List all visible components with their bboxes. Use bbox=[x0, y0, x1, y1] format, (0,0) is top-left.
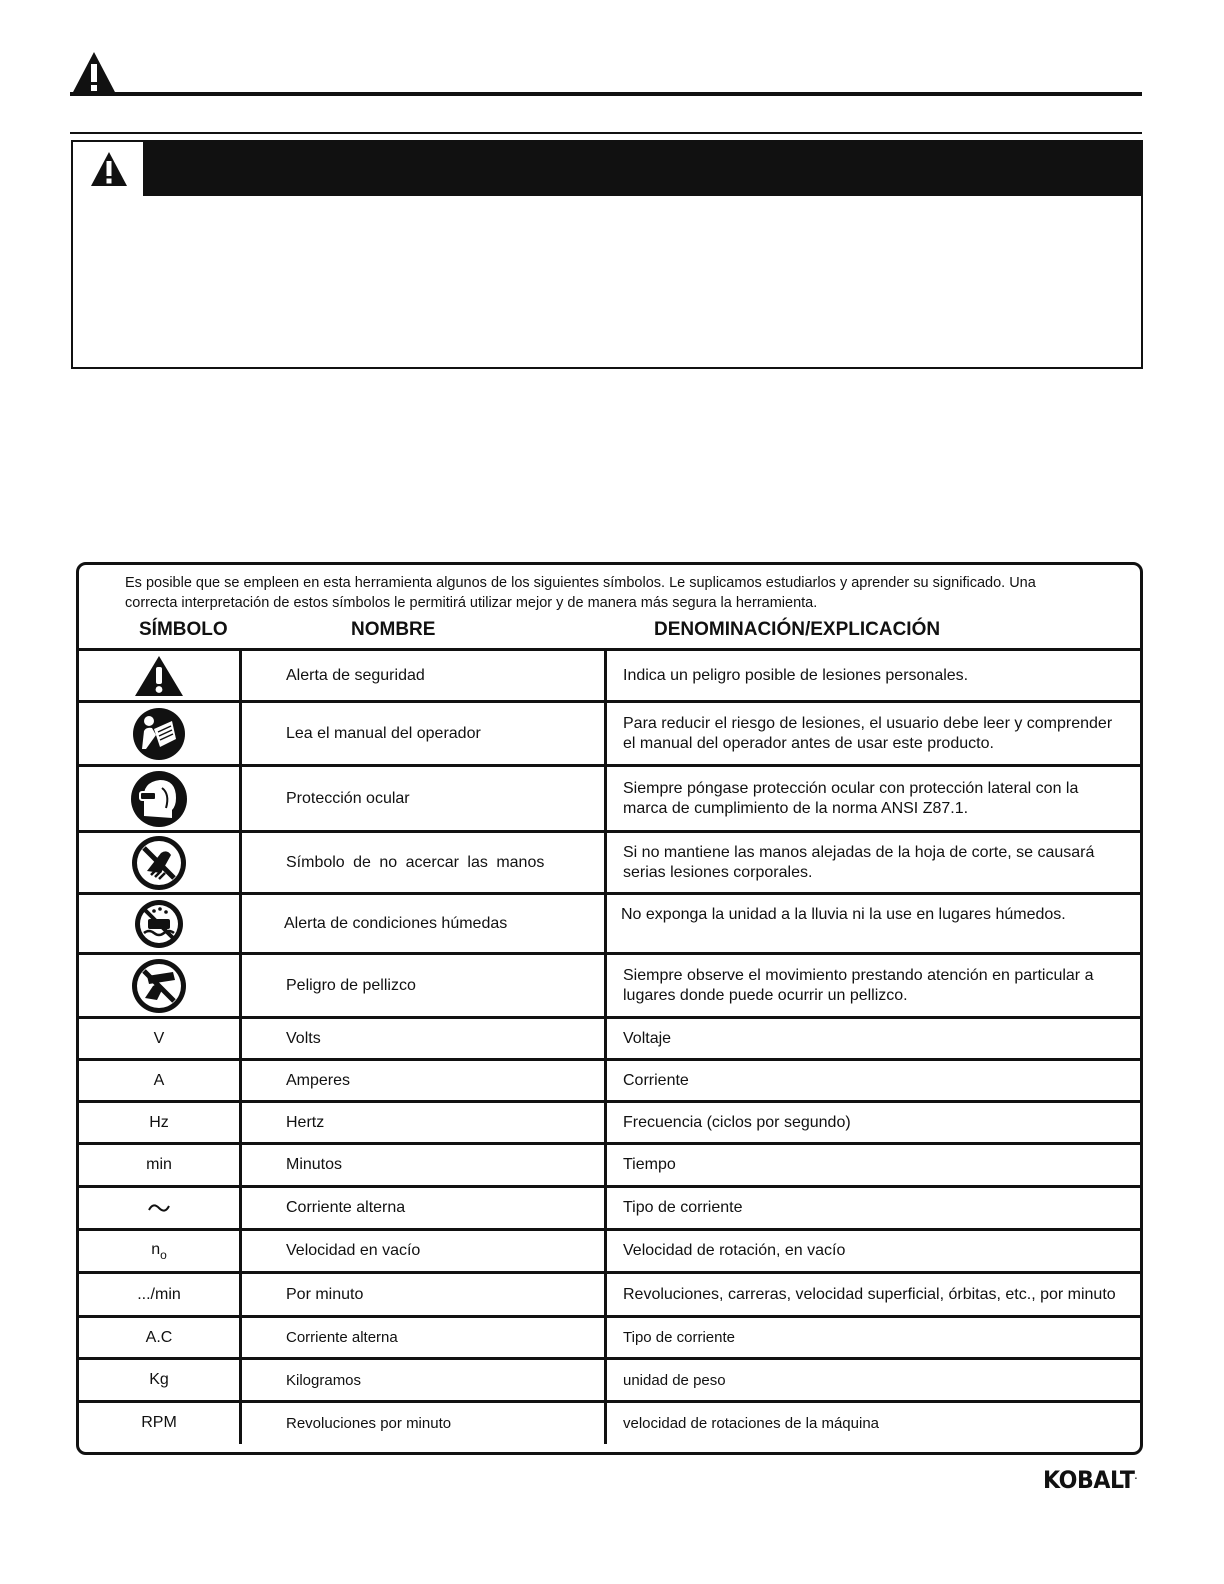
table-row bbox=[79, 1359, 1143, 1402]
alternating-current-icon bbox=[148, 1201, 170, 1215]
read-manual-icon bbox=[132, 707, 186, 761]
symbol-text: n bbox=[151, 1240, 161, 1258]
table-row bbox=[79, 1018, 1143, 1060]
divider bbox=[70, 132, 1142, 134]
symbol-cell: min bbox=[79, 1144, 241, 1187]
description-cell: Voltaje bbox=[606, 1018, 1144, 1060]
symbol-cell bbox=[79, 1187, 241, 1230]
symbol-cell: .../min bbox=[79, 1273, 241, 1317]
name-cell: Símbolo de no acercar las manos bbox=[241, 832, 606, 894]
eye-protection-icon bbox=[130, 770, 188, 828]
table-row bbox=[79, 1317, 1143, 1359]
warning-triangle-icon bbox=[70, 50, 118, 96]
description-cell: Para reducir el riesgo de lesiones, el usuario debe leer y comprender el manual del operador antes de usar este producto. bbox=[606, 702, 1144, 766]
description-cell: Siempre observe el movimiento prestando atención en particular a lugares donde puede ocurrir un pellizco. bbox=[606, 954, 1144, 1018]
symbol-cell: Hz bbox=[79, 1102, 241, 1144]
table-row bbox=[79, 832, 1143, 894]
table-row bbox=[79, 1144, 1143, 1187]
description-cell: Revoluciones, carreras, velocidad superficial, órbitas, etc., por minuto bbox=[606, 1273, 1144, 1317]
symbols-table bbox=[79, 648, 1143, 1444]
symbol-cell bbox=[79, 702, 241, 766]
description-cell: Siempre póngase protección ocular con protección lateral con la marca de cumplimiento de la norma ANSI Z87.1. bbox=[606, 766, 1144, 832]
name-cell: Por minuto bbox=[241, 1273, 606, 1317]
intro-text: Es posible que se empleen en esta herramienta algunos de los siguientes símbolos. Le suplicamos estudiarlos y aprender su significado. Una correcta interpretación de estos símbolos le permitirá utilizar mejor y de manera más segura la herramienta. bbox=[125, 575, 1036, 611]
table-row bbox=[79, 894, 1143, 954]
name-cell: Volts bbox=[241, 1018, 606, 1060]
name-cell: Alerta de condiciones húmedas bbox=[241, 894, 606, 954]
table-row bbox=[79, 650, 1143, 702]
symbol-cell: A bbox=[79, 1060, 241, 1102]
description-cell: unidad de peso bbox=[606, 1359, 1144, 1402]
name-cell: Protección ocular bbox=[241, 766, 606, 832]
description-cell: Tipo de corriente bbox=[606, 1317, 1144, 1359]
wet-conditions-icon bbox=[134, 899, 184, 949]
warning-header-icon-cell bbox=[73, 142, 145, 196]
table-row bbox=[79, 1060, 1143, 1102]
header-description: DENOMINACIÓN/EXPLICACIÓN bbox=[654, 619, 941, 640]
name-cell: Revoluciones por minuto bbox=[241, 1402, 606, 1444]
symbol-cell bbox=[79, 954, 241, 1018]
symbol-cell bbox=[79, 894, 241, 954]
table-row bbox=[79, 1273, 1143, 1317]
description-cell: Indica un peligro posible de lesiones personales. bbox=[606, 650, 1144, 702]
symbol-cell bbox=[79, 832, 241, 894]
description-cell: No exponga la unidad a la lluvia ni la use en lugares húmedos. bbox=[606, 894, 1144, 954]
table-row bbox=[79, 1102, 1143, 1144]
symbol-cell bbox=[79, 650, 241, 702]
name-cell: Peligro de pellizco bbox=[241, 954, 606, 1018]
symbols-table-box bbox=[76, 562, 1143, 1455]
description-cell: Tiempo bbox=[606, 1144, 1144, 1187]
pinch-hazard-icon bbox=[131, 958, 187, 1014]
description-cell: Si no mantiene las manos alejadas de la hoja de corte, se causará serias lesiones corporales. bbox=[606, 832, 1144, 894]
name-cell: Amperes bbox=[241, 1060, 606, 1102]
symbol-cell: A.C bbox=[79, 1317, 241, 1359]
description-cell: Tipo de corriente bbox=[606, 1187, 1144, 1230]
header-symbol: SÍMBOLO bbox=[139, 619, 228, 640]
brand-mark: . bbox=[1134, 1472, 1137, 1481]
symbol-cell bbox=[79, 1230, 241, 1273]
section-rule bbox=[70, 92, 1142, 96]
warning-header-bar bbox=[73, 142, 1141, 196]
name-cell: Kilogramos bbox=[241, 1359, 606, 1402]
warning-triangle-icon bbox=[89, 150, 129, 188]
symbol-cell: V bbox=[79, 1018, 241, 1060]
name-cell: Corriente alterna bbox=[241, 1317, 606, 1359]
table-row bbox=[79, 1187, 1143, 1230]
table-row bbox=[79, 954, 1143, 1018]
safety-alert-icon bbox=[133, 654, 185, 698]
brand-logo bbox=[1043, 1466, 1137, 1494]
name-cell: Hertz bbox=[241, 1102, 606, 1144]
table-row bbox=[79, 702, 1143, 766]
description-cell: Frecuencia (ciclos por segundo) bbox=[606, 1102, 1144, 1144]
symbol-cell: RPM bbox=[79, 1402, 241, 1444]
table-row bbox=[79, 766, 1143, 832]
name-cell: Corriente alterna bbox=[241, 1187, 606, 1230]
symbol-cell bbox=[79, 766, 241, 832]
name-cell: Velocidad en vacío bbox=[241, 1230, 606, 1273]
description-cell: Corriente bbox=[606, 1060, 1144, 1102]
warning-box bbox=[71, 140, 1143, 369]
symbol-cell: Kg bbox=[79, 1359, 241, 1402]
header-name: NOMBRE bbox=[351, 619, 436, 640]
table-row bbox=[79, 1230, 1143, 1273]
name-cell: Alerta de seguridad bbox=[241, 650, 606, 702]
brand-name: KOBALT bbox=[1043, 1466, 1135, 1494]
name-cell: Minutos bbox=[241, 1144, 606, 1187]
symbol-subscript: o bbox=[160, 1247, 167, 1262]
name-cell: Lea el manual del operador bbox=[241, 702, 606, 766]
no-hands-icon bbox=[131, 835, 187, 891]
table-row bbox=[79, 1402, 1143, 1444]
description-cell: Velocidad de rotación, en vacío bbox=[606, 1230, 1144, 1273]
description-cell: velocidad de rotaciones de la máquina bbox=[606, 1402, 1144, 1444]
